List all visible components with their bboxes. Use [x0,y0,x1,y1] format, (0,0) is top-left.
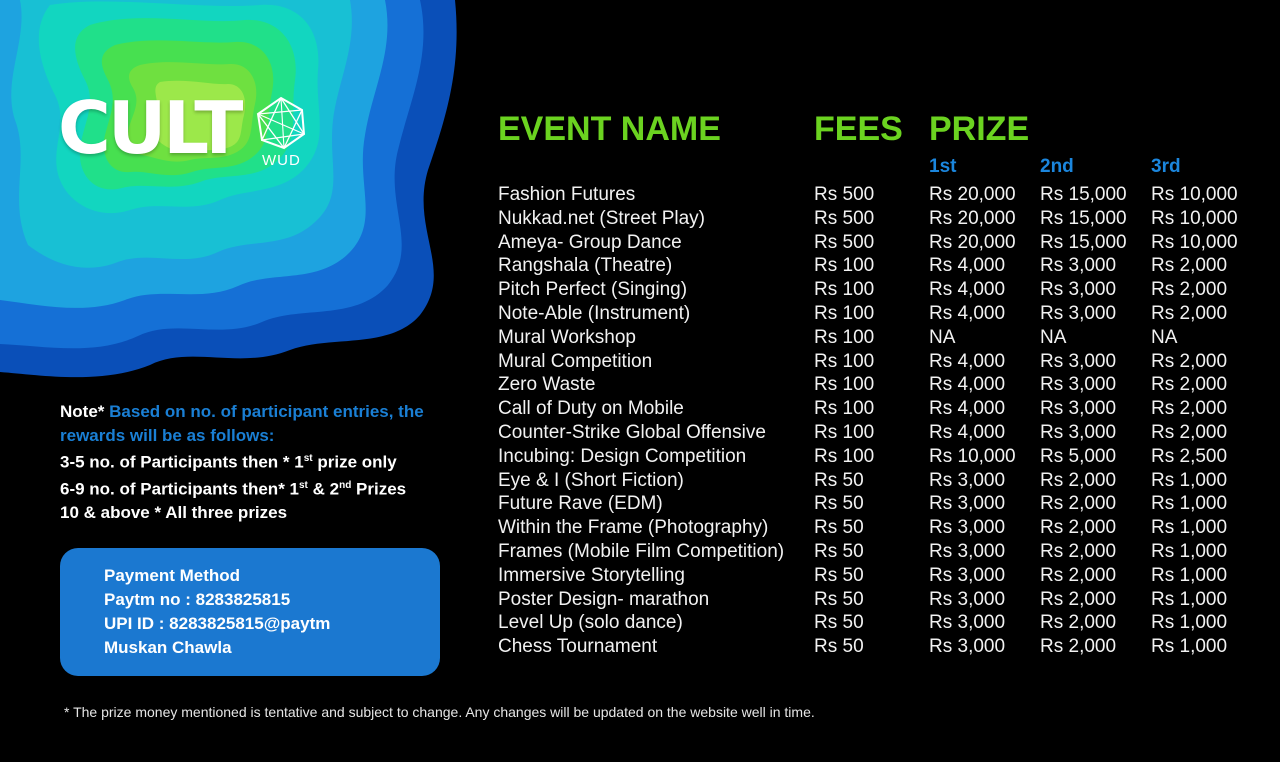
prize-first: Rs 3,000 [929,540,1006,562]
table-row [498,397,1258,421]
event-name: Counter-Strike Global Offensive [498,421,766,443]
event-name: Rangshala (Theatre) [498,255,673,277]
prize-second: NA [1040,326,1067,348]
event-name: Frames (Mobile Film Competition) [498,540,785,562]
table-row [498,231,1258,255]
prize-first: Rs 3,000 [929,469,1006,491]
event-name: Incubing: Design Competition [498,445,747,467]
event-fee: Rs 100 [814,255,875,277]
header-prize: PRIZE [929,110,1030,148]
event-name: Future Rave (EDM) [498,493,663,515]
table-row [498,350,1258,374]
prize-third: NA [1151,326,1178,348]
logo-mark [254,96,308,169]
prize-first: Rs 3,000 [929,493,1006,515]
prize-first: Rs 4,000 [929,374,1006,396]
prize-third: Rs 1,000 [1151,612,1228,634]
event-fee: Rs 100 [814,302,875,324]
prize-second: Rs 2,000 [1040,493,1117,515]
prize-third: Rs 2,500 [1151,445,1228,467]
subheader-first: 1st [929,156,957,177]
event-fee: Rs 100 [814,350,875,372]
event-table [498,183,1258,659]
event-fee: Rs 100 [814,374,875,396]
table-row [498,373,1258,397]
prize-third: Rs 2,000 [1151,350,1228,372]
event-fee: Rs 100 [814,421,875,443]
table-row [498,469,1258,493]
event-name: Ameya- Group Dance [498,231,682,253]
prize-second: Rs 15,000 [1040,231,1127,253]
note-line-3: 10 & above * All three prizes [60,503,288,523]
prize-third: Rs 1,000 [1151,517,1228,539]
event-fee: Rs 50 [814,517,864,539]
table-row [498,540,1258,564]
event-name: Mural Competition [498,350,653,372]
event-name: Chess Tournament [498,636,658,658]
prize-third: Rs 10,000 [1151,184,1238,205]
prize-third: Rs 1,000 [1151,540,1228,562]
table-row [498,278,1258,302]
prize-second: Rs 3,000 [1040,374,1117,396]
table-row [498,516,1258,540]
prize-second: Rs 2,000 [1040,564,1117,586]
prize-second: Rs 3,000 [1040,421,1117,443]
prize-first: Rs 10,000 [929,445,1016,467]
prize-third: Rs 2,000 [1151,398,1228,420]
event-fee: Rs 100 [814,279,875,301]
prize-first: Rs 4,000 [929,398,1006,420]
prize-first: Rs 3,000 [929,612,1006,634]
note-intro [60,400,460,447]
table-row [498,445,1258,469]
payment-title: Payment Method [104,566,241,585]
event-fee: Rs 50 [814,612,864,634]
prize-first: Rs 3,000 [929,588,1006,610]
header-event-name: EVENT NAME [498,110,721,148]
table-row [498,492,1258,516]
footer-disclaimer: * The prize money mentioned is tentative and subject to change. Any changes will be updated on the website well in time. [64,704,815,720]
subheader-second: 2nd [1040,156,1074,177]
prize-second: Rs 2,000 [1040,540,1117,562]
prize-second: Rs 2,000 [1040,469,1117,491]
note-line-2-end: Prizes [351,479,407,499]
event-fee: Rs 500 [814,231,875,253]
geodesic-icon [254,96,308,150]
event-name: Level Up (solo dance) [498,612,683,634]
prize-second: Rs 2,000 [1040,588,1117,610]
prize-third: Rs 2,000 [1151,421,1228,443]
note-line-1-text: 3-5 no. of Participants then * 1 [60,452,304,472]
prize-second: Rs 5,000 [1040,445,1117,467]
event-name: Nukkad.net (Street Play) [498,207,705,229]
note-line-2-sup-1: st [299,480,308,492]
table-row [498,207,1258,231]
prize-first: Rs 20,000 [929,207,1016,229]
prize-first: Rs 20,000 [929,184,1016,205]
note-label: Note* [60,402,105,421]
prize-first: Rs 20,000 [929,231,1016,253]
event-name: Pitch Perfect (Singing) [498,279,688,301]
event-fee: Rs 50 [814,540,864,562]
table-row [498,254,1258,278]
event-fee: Rs 500 [814,184,875,205]
prize-third: Rs 1,000 [1151,588,1228,610]
prize-second: Rs 15,000 [1040,207,1127,229]
event-fee: Rs 100 [814,326,875,348]
prize-third: Rs 1,000 [1151,493,1228,515]
prize-third: Rs 2,000 [1151,279,1228,301]
prize-first: Rs 4,000 [929,255,1006,277]
event-fee: Rs 500 [814,207,875,229]
prize-third: Rs 1,000 [1151,636,1228,658]
event-name: Within the Frame (Photography) [498,517,769,539]
prize-second: Rs 3,000 [1040,279,1117,301]
prize-first: Rs 3,000 [929,564,1006,586]
event-name: Note-Able (Instrument) [498,302,691,324]
payment-paytm: Paytm no : 8283825815 [104,590,291,609]
prize-first: Rs 4,000 [929,421,1006,443]
prize-third: Rs 1,000 [1151,469,1228,491]
event-fee: Rs 100 [814,398,875,420]
prize-second: Rs 2,000 [1040,612,1117,634]
note-intro-text: Based on no. of participant entries, the rewards will be as follows: [60,402,424,445]
prize-second: Rs 15,000 [1040,184,1127,205]
prize-second: Rs 3,000 [1040,255,1117,277]
payment-name: Muskan Chawla [104,638,232,657]
event-fee: Rs 50 [814,564,864,586]
prize-third: Rs 2,000 [1151,374,1228,396]
prize-first: Rs 4,000 [929,350,1006,372]
subheader-third: 3rd [1151,156,1181,177]
table-row [498,588,1258,612]
prize-note [60,400,460,525]
prize-third: Rs 2,000 [1151,302,1228,324]
table-row [498,635,1258,659]
prize-second: Rs 2,000 [1040,517,1117,539]
prize-second: Rs 3,000 [1040,302,1117,324]
payment-box [60,548,440,676]
table-row [498,421,1258,445]
prize-first: Rs 4,000 [929,279,1006,301]
note-line-2-mid: & 2 [307,479,340,499]
event-name: Poster Design- marathon [498,588,710,610]
prize-first: Rs 3,000 [929,517,1006,539]
table-row [498,302,1258,326]
table-row [498,326,1258,350]
payment-upi: UPI ID : 8283825815@paytm [104,614,331,633]
event-fee: Rs 50 [814,493,864,515]
prize-first: Rs 4,000 [929,302,1006,324]
header-fees: FEES [814,110,903,148]
prize-third: Rs 1,000 [1151,564,1228,586]
note-line-1-end: prize only [312,452,397,472]
note-line-2-sup-2: nd [339,480,352,492]
prize-second: Rs 3,000 [1040,398,1117,420]
prize-second: Rs 3,000 [1040,350,1117,372]
table-row [498,611,1258,635]
event-name: Mural Workshop [498,326,636,348]
prize-first: Rs 3,000 [929,636,1006,658]
logo-wordmark: CULT [58,86,241,170]
decorative-blob [0,0,460,380]
note-line-1 [60,447,460,474]
table-row [498,183,1258,207]
prize-third: Rs 2,000 [1151,255,1228,277]
event-name: Call of Duty on Mobile [498,398,684,420]
cult-logo [58,86,308,170]
table-row [498,564,1258,588]
prize-third: Rs 10,000 [1151,231,1238,253]
prize-second: Rs 2,000 [1040,636,1117,658]
event-fee: Rs 100 [814,445,875,467]
note-line-2 [60,474,460,501]
prize-first: NA [929,326,956,348]
prize-third: Rs 10,000 [1151,207,1238,229]
event-name: Immersive Storytelling [498,564,685,586]
event-fee: Rs 50 [814,469,864,491]
event-name: Fashion Futures [498,184,636,205]
event-name: Zero Waste [498,374,596,396]
event-fee: Rs 50 [814,588,864,610]
note-line-2-text: 6-9 no. of Participants then* 1 [60,479,299,499]
logo-subtext: WUD [261,152,301,169]
note-line-1-sup: st [303,453,313,464]
event-name: Eye & I (Short Fiction) [498,469,684,491]
event-fee: Rs 50 [814,636,864,658]
